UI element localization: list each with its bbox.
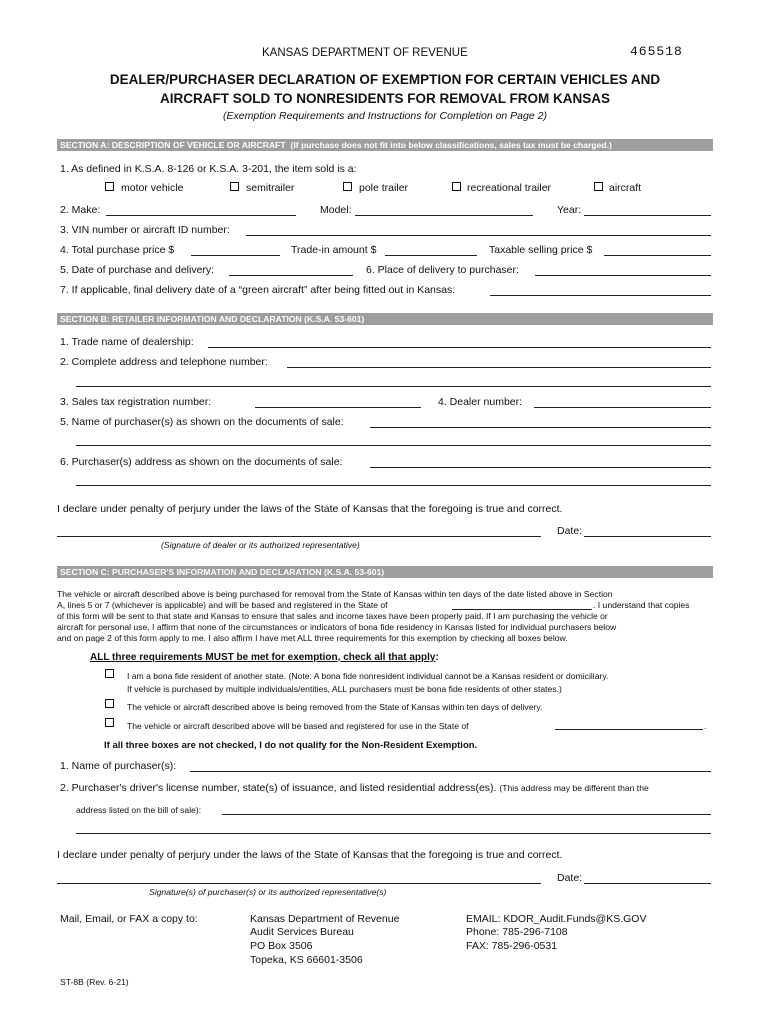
dealer-address-field[interactable]: [287, 367, 711, 368]
drivers-license-continued: address listed on the bill of sale):: [76, 805, 202, 815]
form-title-line1: DEALER/PURCHASER DECLARATION OF EXEMPTION FOR CERTAIN VEHICLES AND: [109, 72, 661, 87]
dealer-date-field[interactable]: [584, 536, 711, 537]
requirements-heading: ALL three requirements MUST be met for exemption, check all that apply:: [90, 652, 439, 663]
checkbox-recreational-trailer[interactable]: [452, 182, 461, 191]
sales-tax-reg-label: 3. Sales tax registration number:: [60, 396, 212, 408]
registration-state-field[interactable]: [555, 729, 703, 730]
requirement-1-line2: If vehicle is purchased by multiple individuals/entities, ALL purchasers must be bona fide residents of other states.): [127, 684, 562, 694]
section-b-heading: SECTION B: RETAILER INFORMATION AND DECLARATION (K.S.A. 53-601): [57, 313, 713, 325]
checkbox-pole-trailer[interactable]: [343, 182, 352, 191]
purchaser-declaration: I declare under penalty of perjury under the laws of the State of Kansas that the foregoing is true and correct.: [57, 849, 563, 861]
purchaser-name-label: 5. Name of purchaser(s) as shown on the documents of sale:: [60, 416, 344, 428]
delivery-place-field[interactable]: [535, 275, 711, 276]
year-label: Year:: [557, 204, 582, 216]
requirement-2: The vehicle or aircraft described above is being removed from the State of Kansas within ten days of delivery.: [127, 702, 543, 712]
dealer-signature-field[interactable]: [57, 536, 541, 537]
section-a-q1: 1. As defined in K.S.A. 8-126 or K.S.A. 3-201, the item sold is a:: [60, 163, 357, 175]
option-semitrailer-label: semitrailer: [246, 182, 295, 194]
section-c-paragraph-line2a: A, lines 5 or 7 (whichever is applicable) and will be based and registered in the State of: [57, 600, 388, 610]
form-subtitle: (Exemption Requirements and Instructions for Completion on Page 2): [223, 110, 547, 122]
purchaser-address-field-2[interactable]: [76, 485, 711, 486]
department-name: KANSAS DEPARTMENT OF REVENUE: [262, 47, 468, 59]
purchaser-name-field-2[interactable]: [76, 445, 711, 446]
section-c-paragraph-line3: of this form will be sent to that state and Kansas to ensure that sales and income taxes have been properly paid. If I am purchasing the vehicle or: [57, 611, 608, 621]
dealer-address-field-2[interactable]: [76, 386, 711, 387]
green-aircraft-label: 7. If applicable, final delivery date of a “green aircraft” after being fitted out in Kansas:: [60, 284, 456, 296]
form-number: 465518: [630, 44, 683, 59]
dealer-declaration: I declare under penalty of perjury under the laws of the State of Kansas that the foregoing is true and correct.: [57, 503, 563, 515]
purchase-date-label: 5. Date of purchase and delivery:: [60, 264, 215, 276]
make-field[interactable]: [106, 215, 296, 216]
model-label: Model:: [320, 204, 352, 216]
requirement-3-end: .: [704, 721, 707, 731]
dealership-name-label: 1. Trade name of dealership:: [60, 336, 194, 348]
option-pole-trailer-label: pole trailer: [359, 182, 409, 194]
qualification-warning: If all three boxes are not checked, I do not qualify for the Non-Resident Exemption.: [104, 740, 478, 751]
drivers-license-field[interactable]: [222, 814, 711, 815]
purchaser-signature-field[interactable]: [57, 883, 541, 884]
option-motor-vehicle-label: motor vehicle: [121, 182, 184, 194]
section-c-paragraph-line1: The vehicle or aircraft described above is being purchased for removal from the State of Kansas within ten days of the date listed above in Section: [57, 589, 613, 599]
section-c-paragraph-line5: and on page 2 of this form apply to me. I also affirm I have met ALL three requirements for this exemption by checking all boxes below.: [57, 633, 568, 643]
mail-instructions-label: Mail, Email, or FAX a copy to:: [60, 913, 198, 925]
requirement-1-line1: I am a bona fide resident of another state. (Note: A bona fide nonresident individual cannot be a Kansas resident or domiciliary.: [127, 671, 609, 681]
requirement-3: The vehicle or aircraft described above will be based and registered for use in the State of: [127, 721, 469, 731]
checkbox-aircraft[interactable]: [594, 182, 603, 191]
mailing-address-line2: Audit Services Bureau: [250, 926, 354, 938]
section-c-paragraph-line2b: . I understand that copies: [593, 600, 690, 610]
purchaser-date-label: Date:: [557, 872, 583, 884]
checkbox-based-registered-state[interactable]: [105, 718, 114, 727]
taxable-price-label: Taxable selling price $: [489, 244, 593, 256]
dealer-number-field[interactable]: [534, 407, 711, 408]
mailing-address-line3: PO Box 3506: [250, 940, 313, 952]
checkbox-bona-fide-resident[interactable]: [105, 669, 114, 678]
purchaser-name-field[interactable]: [370, 427, 711, 428]
dealer-signature-caption: (Signature of dealer or its authorized representative): [161, 540, 360, 550]
option-aircraft-label: aircraft: [609, 182, 642, 194]
mailing-address-line1: Kansas Department of Revenue: [250, 913, 400, 925]
model-field[interactable]: [355, 215, 533, 216]
purchase-date-field[interactable]: [229, 275, 353, 276]
contact-email[interactable]: EMAIL: KDOR_Audit.Funds@KS.GOV: [466, 913, 647, 925]
section-a-heading: SECTION A: DESCRIPTION OF VEHICLE OR AIRCRAFT (If purchase does not fit into below classifications, sales tax must be charged.): [57, 139, 713, 151]
dealer-date-label: Date:: [557, 525, 583, 537]
section-c-paragraph-line4: aircraft for personal use, I affirm that none of the circumstances or indicators of bona fide residency in Kansas listed for individual purchasers below: [57, 622, 617, 632]
checkbox-motor-vehicle[interactable]: [105, 182, 114, 191]
drivers-license-label: 2. Purchaser's driver's license number, state(s) of issuance, and listed residential address(es). (This address may be different than the: [60, 782, 649, 794]
purchaser-signature-caption: Signature(s) of purchaser(s) or its authorized representative(s): [149, 887, 387, 897]
make-label: 2. Make:: [60, 204, 101, 216]
vin-label: 3. VIN number or aircraft ID number:: [60, 224, 230, 236]
trade-in-label: Trade-in amount $: [291, 244, 377, 256]
option-recreational-trailer-label: recreational trailer: [467, 182, 552, 194]
dealer-number-label: 4. Dealer number:: [438, 396, 523, 408]
purchase-price-field[interactable]: [191, 255, 280, 256]
delivery-place-label: 6. Place of delivery to purchaser:: [366, 264, 519, 276]
vin-field[interactable]: [246, 235, 711, 236]
contact-phone: Phone: 785-296-7108: [466, 926, 568, 938]
taxable-price-field[interactable]: [604, 255, 711, 256]
form-title-line2: AIRCRAFT SOLD TO NONRESIDENTS FOR REMOVAL FROM KANSAS: [159, 91, 610, 106]
removal-state-field[interactable]: [452, 609, 592, 610]
year-field[interactable]: [584, 215, 711, 216]
green-aircraft-field[interactable]: [490, 295, 711, 296]
sales-tax-reg-field[interactable]: [255, 407, 421, 408]
purchase-price-label: 4. Total purchase price $: [60, 244, 175, 256]
form-revision-id: ST-8B (Rev. 6-21): [60, 977, 129, 987]
section-c-heading: SECTION C: PURCHASER'S INFORMATION AND DECLARATION (K.S.A. 53-601): [57, 566, 713, 578]
checkbox-semitrailer[interactable]: [230, 182, 239, 191]
trade-in-field[interactable]: [385, 255, 477, 256]
purchaser-date-field[interactable]: [584, 883, 711, 884]
mailing-address-line4: Topeka, KS 66601-3506: [250, 954, 363, 966]
dealer-address-label: 2. Complete address and telephone number:: [60, 356, 268, 368]
purchaser-address-field[interactable]: [370, 467, 711, 468]
purchaser-address-label: 6. Purchaser(s) address as shown on the documents of sale:: [60, 456, 343, 468]
purchaser-names-label: 1. Name of purchaser(s):: [60, 760, 177, 772]
contact-fax: FAX: 785-296-0531: [466, 940, 558, 952]
checkbox-removed-within-ten-days[interactable]: [105, 699, 114, 708]
dealership-name-field[interactable]: [208, 347, 711, 348]
purchaser-names-field[interactable]: [190, 771, 711, 772]
drivers-license-field-2[interactable]: [76, 833, 711, 834]
